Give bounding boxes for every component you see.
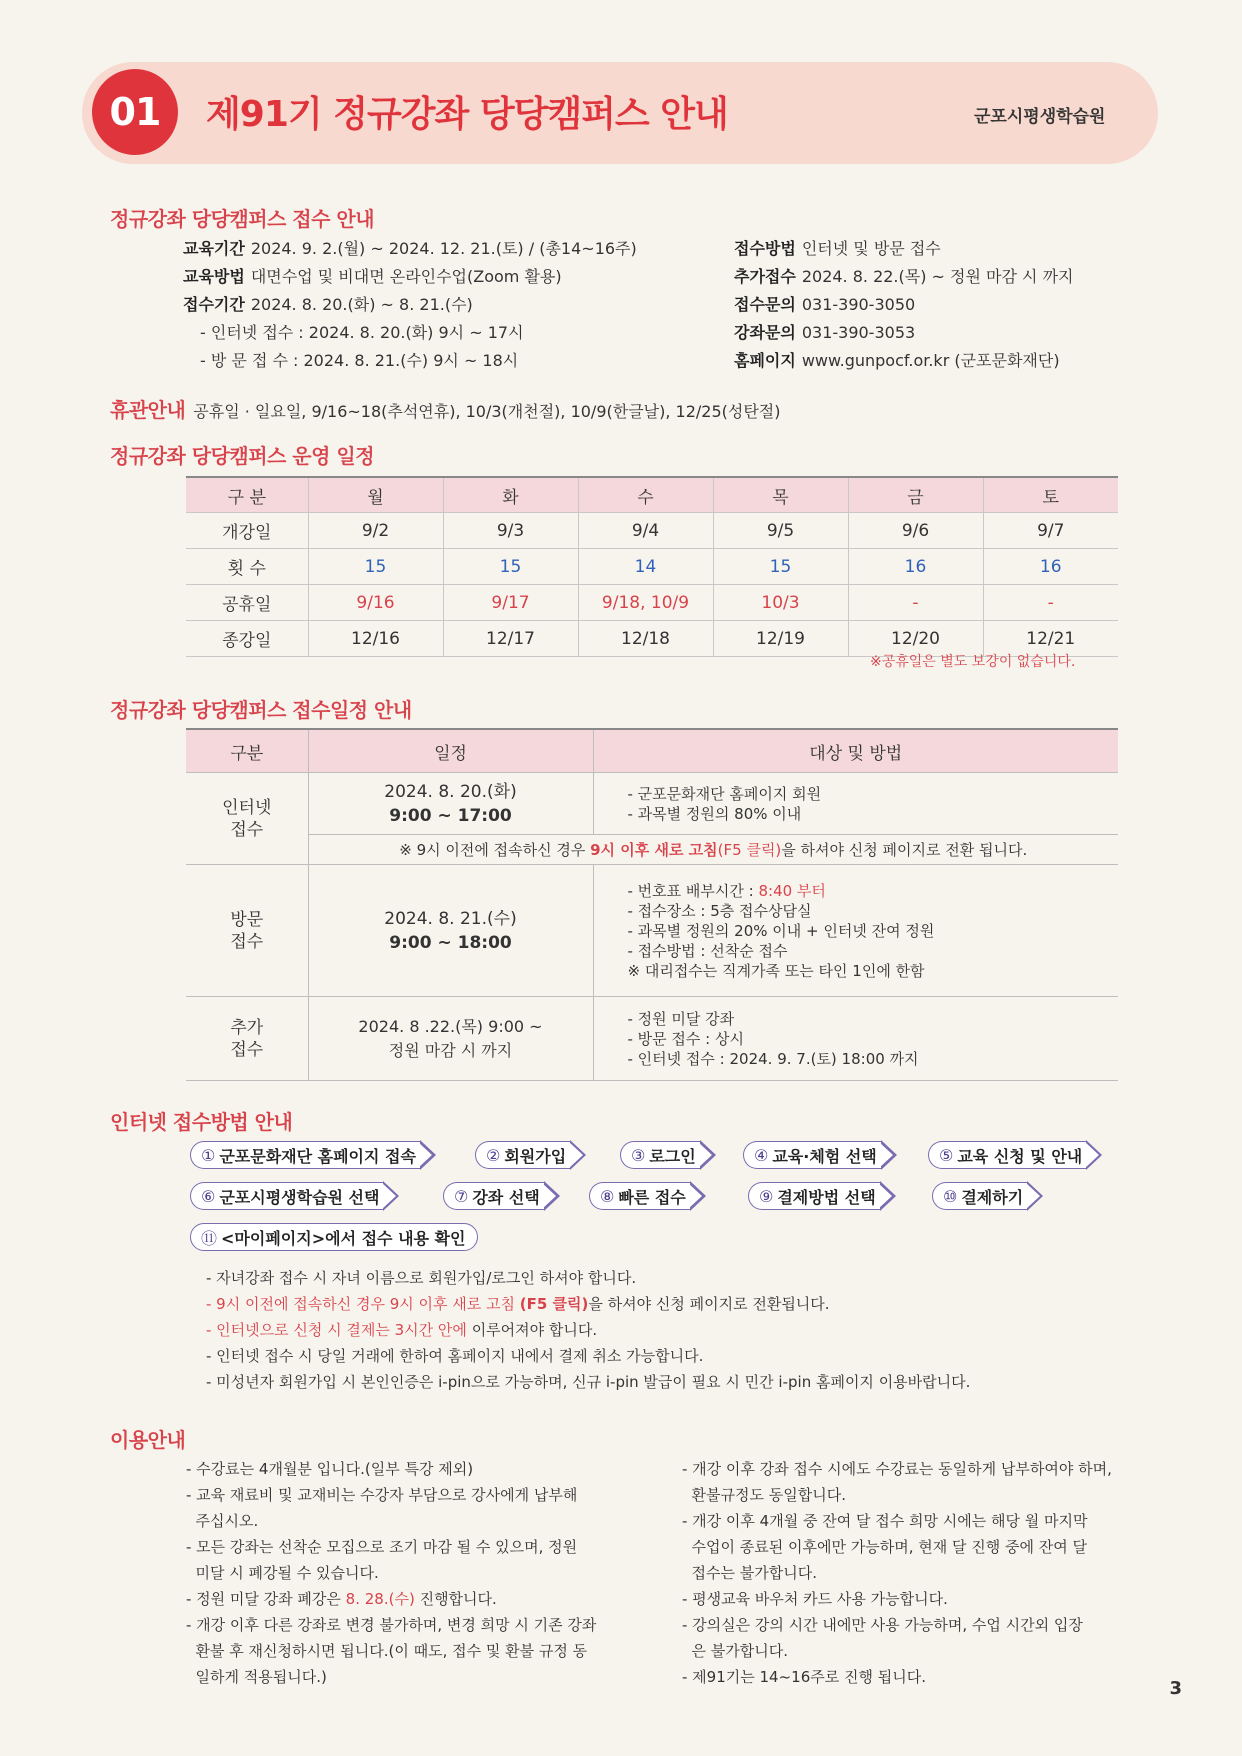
table-header: 토 xyxy=(983,477,1118,513)
table-header: 일정 xyxy=(308,729,593,773)
table-cell: 12/20 xyxy=(848,621,983,657)
table-cell: 9/17 xyxy=(443,585,578,621)
table-cell: 인터넷 접수 xyxy=(186,773,308,865)
table-header: 수 xyxy=(578,477,713,513)
note-child-account: - 자녀강좌 접수 시 자녀 이름으로 회원가입/로그인 하셔야 합니다. xyxy=(206,1269,637,1287)
note-payment: - 인터넷으로 신청 시 결제는 3시간 안에 이루어져야 합니다. xyxy=(206,1321,598,1339)
course-contact: 강좌문의 031-390-3053 xyxy=(734,323,916,342)
table-cell: 15 xyxy=(713,549,848,585)
usage-left-close: - 정원 미달 강좌 폐강은 8. 28.(수) 진행합니다. xyxy=(186,1590,497,1608)
reg-contact: 접수문의 031-390-3050 xyxy=(734,295,916,314)
table-row xyxy=(186,835,1118,865)
table-cell: - 군포문화재단 홈페이지 회원 - 과목별 정원의 80% 이내 xyxy=(593,773,1118,835)
reception-title: 정규강좌 당당캠퍼스 접수일정 안내 xyxy=(110,698,412,722)
page-number: 3 xyxy=(1169,1678,1182,1699)
schedule-title: 정규강좌 당당캠퍼스 운영 일정 xyxy=(110,444,375,468)
table-cell: 2024. 8 .22.(목) 9:00 ~ 정원 마감 시 까지 xyxy=(308,997,593,1081)
table-cell: - 정원 미달 강좌 - 방문 접수 : 상시 - 인터넷 접수 : 2024. 9. 7.(토) 18:00 까지 xyxy=(593,997,1118,1081)
table-cell: ※ 9시 이전에 접속하신 경우 9시 이후 새로 고침(F5 클릭)을 하셔야 신청 페이지로 전환 됩니다. xyxy=(308,835,1118,865)
table-cell: 14 xyxy=(578,549,713,585)
section-number-badge: 01 xyxy=(92,69,178,155)
step-7: ⑦ 강좌 선택 xyxy=(443,1182,560,1210)
table-cell: 9/18, 10/9 xyxy=(578,585,713,621)
step-1: ① 군포문화재단 홈페이지 접속 xyxy=(190,1141,436,1169)
closed-days: 휴관안내 공휴일 · 일요일, 9/16~18(추석연휴), 10/3(개천절), 10/9(한글날), 12/25(성탄절) xyxy=(110,398,781,422)
usage-left-6: - 개강 이후 다른 강좌로 변경 불가하며, 변경 희망 시 기존 강좌 xyxy=(186,1616,597,1634)
usage-right-7: - 강의실은 강의 시간 내에만 사용 가능하며, 수업 시간외 입장 xyxy=(682,1616,1083,1634)
note-cancel: - 인터넷 접수 시 당일 거래에 한하여 홈페이지 내에서 결제 취소 가능합니다. xyxy=(206,1347,704,1365)
edu-method: 교육방법 대면수업 및 비대면 온라인수업(Zoom 활용) xyxy=(183,267,562,286)
usage-left-5: 미달 시 폐강될 수 있습니다. xyxy=(186,1564,379,1582)
table-cell: 9/6 xyxy=(848,513,983,549)
usage-right-6: - 평생교육 바우처 카드 사용 가능합니다. xyxy=(682,1590,948,1608)
reg-method: 접수방법 인터넷 및 방문 접수 xyxy=(734,239,941,258)
table-cell: - xyxy=(983,585,1118,621)
table-cell: 12/18 xyxy=(578,621,713,657)
table-header: 목 xyxy=(713,477,848,513)
step-3: ③ 로그인 xyxy=(620,1141,716,1169)
usage-right-1: - 개강 이후 강좌 접수 시에도 수강료는 동일하게 납부하여야 하며, xyxy=(682,1460,1112,1478)
table-cell: 공휴일 xyxy=(186,585,308,621)
table-cell: 횟 수 xyxy=(186,549,308,585)
usage-right-3: - 개강 이후 4개월 중 잔여 달 접수 희망 시에는 해당 월 마지막 xyxy=(682,1512,1088,1530)
reception-table xyxy=(186,728,1118,1081)
usage-right-2: 환불규정도 동일합니다. xyxy=(682,1486,846,1504)
usage-left-1: - 수강료는 4개월분 입니다.(일부 특강 제외) xyxy=(186,1460,474,1478)
reg-period: 접수기간 2024. 8. 20.(화) ~ 8. 21.(수) xyxy=(183,295,473,314)
edu-period: 교육기간 2024. 9. 2.(월) ~ 2024. 12. 21.(토) / (총14~16주) xyxy=(183,239,637,258)
usage-left-3: 주십시오. xyxy=(186,1512,259,1530)
usage-right-5: 접수는 불가합니다. xyxy=(682,1564,817,1582)
table-cell: 16 xyxy=(848,549,983,585)
organization-name: 군포시평생학습원 xyxy=(974,107,1106,127)
usage-left-4: - 모든 강좌는 선착순 모집으로 조기 마감 될 수 있으며, 정원 xyxy=(186,1538,578,1556)
table-header: 구분 xyxy=(186,729,308,773)
table-cell: 12/21 xyxy=(983,621,1118,657)
usage-right-4: 수업이 종료된 이후에만 가능하며, 현재 달 진행 중에 잔여 달 xyxy=(682,1538,1087,1556)
extra-reg: 추가접수 2024. 8. 22.(목) ~ 정원 마감 시 까지 xyxy=(734,267,1074,286)
table-cell: 9/3 xyxy=(443,513,578,549)
table-cell: - 번호표 배부시간 : 8:40 부터 - 접수장소 : 5층 접수상담실 - 과목별 정원의 20% 이내 + 인터넷 잔여 정원 - 접수방법 : 선착순 접수 ※ 대리접수는 직계가족 또는 타인 1인에 한함 xyxy=(593,865,1118,997)
table-row xyxy=(186,585,1118,621)
table-cell: 추가 접수 xyxy=(186,997,308,1081)
step-10: ⑩ 결제하기 xyxy=(932,1182,1043,1210)
usage-right-8: 은 불가합니다. xyxy=(682,1642,789,1660)
table-row xyxy=(186,865,1118,997)
table-cell: 2024. 8. 21.(수) 9:00 ~ 18:00 xyxy=(308,865,593,997)
table-header: 월 xyxy=(308,477,443,513)
table-cell: 12/19 xyxy=(713,621,848,657)
table-row xyxy=(186,513,1118,549)
visit-reg-time: - 방 문 접 수 : 2024. 8. 21.(수) 9시 ~ 18시 xyxy=(200,351,519,370)
usage-left-7: 환불 후 재신청하시면 됩니다.(이 때도, 접수 및 환불 규정 동 xyxy=(186,1642,588,1660)
table-cell: 2024. 8. 20.(화) 9:00 ~ 17:00 xyxy=(308,773,593,835)
schedule-table xyxy=(186,476,1118,657)
note-refresh: - 9시 이전에 접속하신 경우 9시 이후 새로 고침 (F5 클릭)을 하셔야 신청 페이지로 전환됩니다. xyxy=(206,1295,830,1313)
page-title: 제91기 정규강좌 당당캠퍼스 안내 xyxy=(206,94,728,135)
table-header: 화 xyxy=(443,477,578,513)
table-cell: 12/17 xyxy=(443,621,578,657)
table-row xyxy=(186,773,1118,835)
schedule-note: ※공휴일은 별도 보강이 없습니다. xyxy=(870,654,1076,670)
step-2: ② 회원가입 xyxy=(475,1141,586,1169)
step-9: ⑨ 결제방법 선택 xyxy=(748,1182,896,1210)
usage-left-2: - 교육 재료비 및 교재비는 수강자 부담으로 강사에게 납부해 xyxy=(186,1486,578,1504)
table-row xyxy=(186,729,1118,773)
step-8: ⑧ 빠른 접수 xyxy=(589,1182,706,1210)
step-11: ⑪ <마이페이지>에서 접수 내용 확인 xyxy=(190,1223,478,1251)
table-cell: 15 xyxy=(308,549,443,585)
table-cell: 10/3 xyxy=(713,585,848,621)
homepage: 홈페이지 www.gunpocf.or.kr (군포문화재단) xyxy=(734,351,1060,370)
step-6: ⑥ 군포시평생학습원 선택 xyxy=(190,1182,399,1210)
table-cell: 9/4 xyxy=(578,513,713,549)
table-cell: 12/16 xyxy=(308,621,443,657)
internet-reg-time: - 인터넷 접수 : 2024. 8. 20.(화) 9시 ~ 17시 xyxy=(200,323,524,342)
usage-title: 이용안내 xyxy=(110,1428,186,1452)
note-ipin: - 미성년자 회원가입 시 본인인증은 i-pin으로 가능하며, 신규 i-pin 발급이 필요 시 민간 i-pin 홈페이지 이용바랍니다. xyxy=(206,1373,971,1391)
table-row xyxy=(186,549,1118,585)
reg-info-title: 정규강좌 당당캠퍼스 접수 안내 xyxy=(110,207,375,231)
table-cell: 9/5 xyxy=(713,513,848,549)
table-cell: 개강일 xyxy=(186,513,308,549)
table-cell: 종강일 xyxy=(186,621,308,657)
table-row xyxy=(186,997,1118,1081)
table-row xyxy=(186,477,1118,513)
table-cell: - xyxy=(848,585,983,621)
table-cell: 16 xyxy=(983,549,1118,585)
usage-left-8: 일하게 적용됩니다.) xyxy=(186,1668,327,1686)
internet-method-title: 인터넷 접수방법 안내 xyxy=(110,1110,293,1134)
table-cell: 9/7 xyxy=(983,513,1118,549)
table-cell: 9/16 xyxy=(308,585,443,621)
table-header: 대상 및 방법 xyxy=(593,729,1118,773)
table-cell: 9/2 xyxy=(308,513,443,549)
table-cell: 15 xyxy=(443,549,578,585)
step-4: ④ 교육·체험 선택 xyxy=(743,1141,897,1169)
table-header: 금 xyxy=(848,477,983,513)
usage-right-9: - 제91기는 14~16주로 진행 됩니다. xyxy=(682,1668,926,1686)
table-header: 구 분 xyxy=(186,477,308,513)
table-cell: 방문 접수 xyxy=(186,865,308,997)
step-5: ⑤ 교육 신청 및 안내 xyxy=(928,1141,1102,1169)
